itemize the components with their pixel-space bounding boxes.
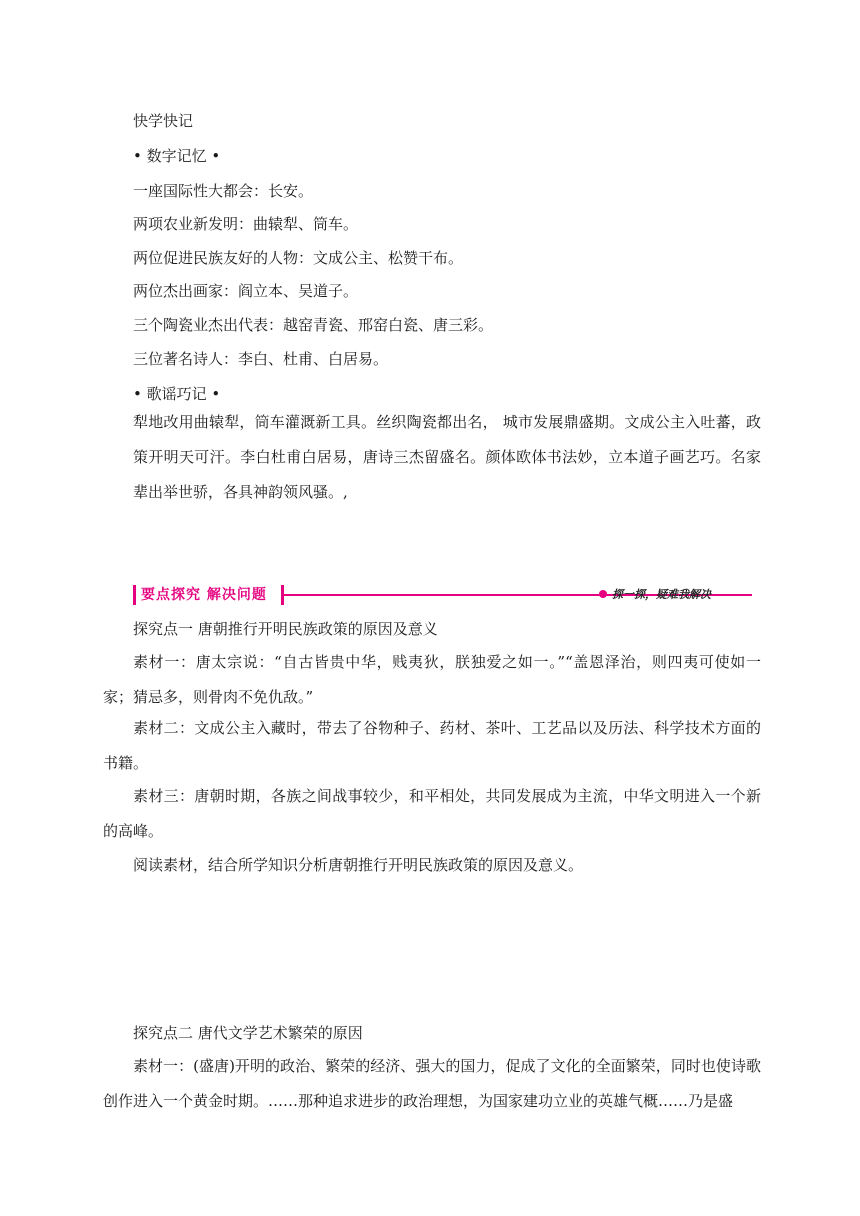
point1-material3: 素材三：唐朝时期，各族之间战事较少，和平相处，共同发展成为主流，中华文明进入一个新的高峰。 bbox=[103, 787, 761, 840]
point2-title: 探究点二 唐代文学艺术繁荣的原因 bbox=[133, 1024, 363, 1042]
memory-item: 两项农业新发明：曲辕犁、筒车。 bbox=[133, 215, 359, 233]
banner-dot-icon bbox=[599, 590, 607, 598]
memory-item: 三个陶瓷业杰出代表：越窑青瓷、邢窑白瓷、唐三彩。 bbox=[133, 316, 494, 334]
point1-title: 探究点一 唐朝推行开明民族政策的原因及意义 bbox=[133, 620, 438, 638]
section-banner bbox=[133, 582, 753, 608]
number-memory-heading: • 数字记忆 • bbox=[133, 147, 221, 165]
song-paragraph: 犁地改用曲辕犁，筒车灌溉新工具。丝织陶瓷都出名， 城市发展鼎盛期。文成公主入吐蕃，政策开明天可汗。李白杜甫白居易，唐诗三杰留盛名。颜体欧体书法妙，立本道子画艺巧。名家辈出举世骄，各具神韵领风骚。, bbox=[133, 413, 761, 501]
song-memory-heading: • 歌谣巧记 • bbox=[133, 385, 221, 403]
point1-question: 阅读素材，结合所学知识分析唐朝推行开明民族政策的原因及意义。 bbox=[133, 856, 584, 874]
memory-item: 两位杰出画家：阎立本、吴道子。 bbox=[133, 282, 359, 300]
memory-title: 快学快记 bbox=[133, 112, 194, 130]
memory-item: 一座国际性大都会：长安。 bbox=[133, 182, 314, 200]
memory-item: 两位促进民族友好的人物：文成公主、松赞干布。 bbox=[133, 249, 464, 267]
memory-item: 三位著名诗人：李白、杜甫、白居易。 bbox=[133, 350, 389, 368]
point1-material1: 素材一：唐太宗说：“自古皆贵中华，贱夷狄，朕独爱之如一。”“盖恩泽治，则四夷可使如一家；猜忌多，则骨肉不免仇敌。” bbox=[103, 653, 761, 706]
point2-material1: 素材一：(盛唐)开明的政治、繁荣的经济、强大的国力，促成了文化的全面繁荣，同时也使诗歌创作进入一个黄金时期。……那种追求进步的政治理想，为国家建功立业的英雄气概……乃是盛 bbox=[103, 1057, 761, 1110]
banner-tag: 探一探，疑难我解决 bbox=[612, 588, 711, 601]
banner-label: 要点探究 解决问题 bbox=[141, 584, 271, 604]
banner-left-bar bbox=[133, 585, 136, 605]
point1-material2: 素材二：文成公主入藏时，带去了谷物种子、药材、茶叶、工艺品以及历法、科学技术方面的书籍。 bbox=[103, 719, 761, 772]
